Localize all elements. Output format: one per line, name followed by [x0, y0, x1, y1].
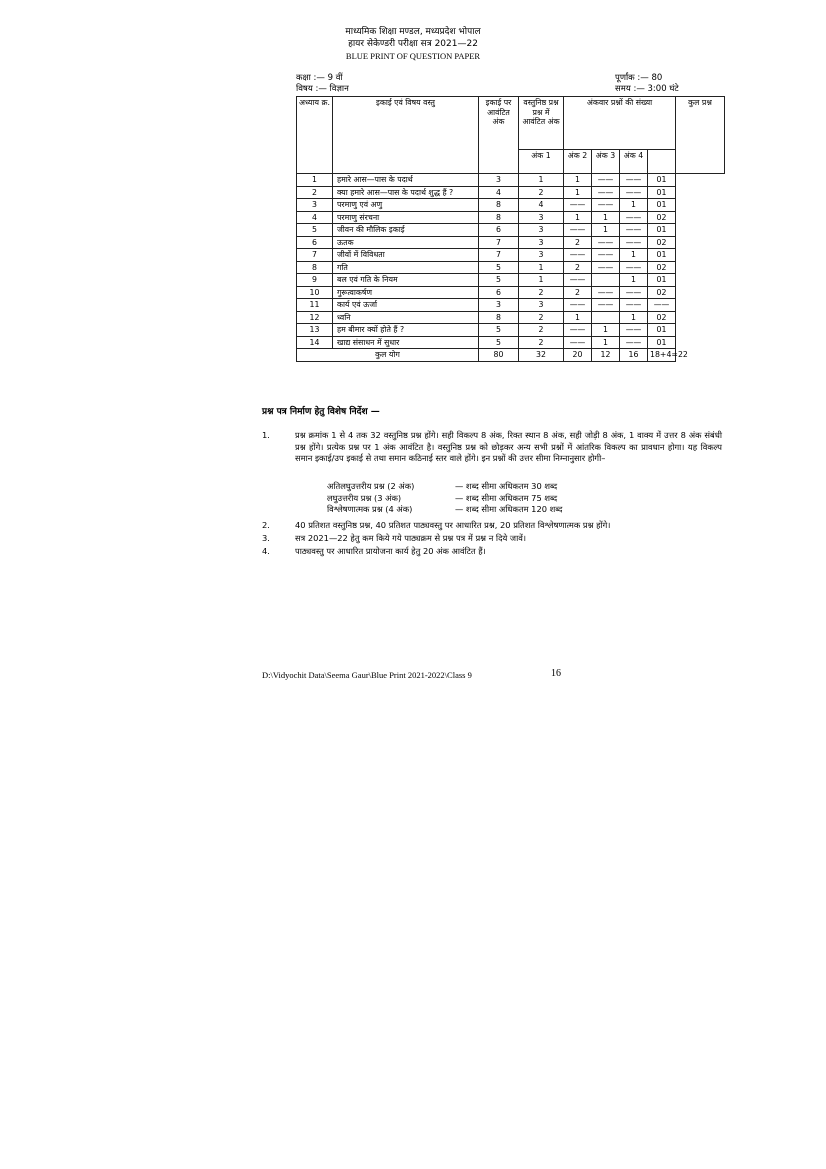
- mark-3-count: 1: [592, 336, 620, 349]
- total-mark-3: 12: [592, 349, 620, 362]
- table-row: [297, 249, 725, 262]
- mark-4-count: ——: [620, 261, 648, 274]
- mark-3-count: ——: [592, 199, 620, 212]
- table-row: [297, 174, 725, 187]
- mark-2-count: ——: [564, 224, 592, 237]
- unit-name: क्या हमारे आस—पास के पदार्थ शुद्ध हैं ?: [333, 186, 479, 199]
- unit-marks: 8: [479, 211, 519, 224]
- objective-marks: 3: [519, 236, 564, 249]
- instruction-text: सत्र 2021—22 हेतु कम किये गये पाठ्यक्रम से प्रश्न पत्र में प्रश्न न दिये जावें।: [295, 533, 526, 543]
- mark-3-count: ——: [592, 236, 620, 249]
- mark-2-count: ——: [564, 299, 592, 312]
- header-mark-4: अंक 4: [620, 150, 648, 174]
- chapter-no: 4: [297, 211, 333, 224]
- subject-label: विषय :— विज्ञान: [296, 84, 349, 94]
- unit-name: हम बीमार क्यों होते हैं ?: [333, 324, 479, 337]
- total-marks: 80: [479, 349, 519, 362]
- chapter-no: 12: [297, 311, 333, 324]
- mark-2-count: ——: [564, 274, 592, 287]
- mark-4-count: ——: [620, 324, 648, 337]
- chapter-no: 2: [297, 186, 333, 199]
- limit-row: [327, 504, 562, 516]
- unit-name: जीवों में विविधता: [333, 249, 479, 262]
- header-blank: [648, 150, 676, 174]
- table-body: [297, 174, 725, 349]
- chapter-no: 8: [297, 261, 333, 274]
- mark-2-count: ——: [564, 336, 592, 349]
- chapter-no: 13: [297, 324, 333, 337]
- header-count-group: अंकवार प्रश्नों की संख्या: [564, 97, 676, 150]
- objective-marks: 3: [519, 211, 564, 224]
- objective-marks: 2: [519, 336, 564, 349]
- total-questions: 01: [648, 199, 676, 212]
- total-mark-4: 16: [620, 349, 648, 362]
- header-mark-1: अंक 1: [519, 150, 564, 174]
- table-row: [297, 224, 725, 237]
- mark-2-count: 1: [564, 311, 592, 324]
- total-questions: 01: [648, 336, 676, 349]
- unit-name: ध्वनि: [333, 311, 479, 324]
- header-mark-3: अंक 3: [592, 150, 620, 174]
- header-objective: वस्तुनिष्ठ प्रश्न प्रश्न में आवंटित अंक: [519, 97, 564, 150]
- mark-4-count: 1: [620, 199, 648, 212]
- file-path-footer: D:\Vidyochit Data\Seema Gaur\Blue Print 2021-2022\Class 9: [262, 670, 472, 680]
- table-row: [297, 211, 725, 224]
- total-label: कुल योग: [297, 349, 479, 362]
- chapter-no: 3: [297, 199, 333, 212]
- mark-2-count: 1: [564, 186, 592, 199]
- unit-marks: 5: [479, 336, 519, 349]
- total-questions: 18+4=22: [648, 349, 676, 362]
- mark-3-count: 1: [592, 211, 620, 224]
- mark-4-count: ——: [620, 236, 648, 249]
- mark-3-count: 1: [592, 224, 620, 237]
- mark-4-count: 1: [620, 249, 648, 262]
- mark-2-count: ——: [564, 249, 592, 262]
- objective-marks: 2: [519, 324, 564, 337]
- chapter-no: 6: [297, 236, 333, 249]
- total-questions: 01: [648, 324, 676, 337]
- total-questions: 02: [648, 236, 676, 249]
- header-unit: इकाई एवं विषय वस्तु: [333, 97, 479, 174]
- objective-marks: 3: [519, 249, 564, 262]
- chapter-no: 7: [297, 249, 333, 262]
- objective-marks: 1: [519, 174, 564, 187]
- instruction-text: 40 प्रतिशत वस्तुनिष्ठ प्रश्न, 40 प्रतिशत पाठ्यवस्तु पर आधारित प्रश्न, 20 प्रतिशत विश्लेषणात्मक प्रश्न होंगे।: [295, 520, 611, 530]
- unit-marks: 5: [479, 324, 519, 337]
- total-mark-2: 20: [564, 349, 592, 362]
- mark-3-count: ——: [592, 174, 620, 187]
- document-title: BLUE PRINT OF QUESTION PAPER: [345, 51, 481, 61]
- unit-marks: 8: [479, 311, 519, 324]
- mark-3-count: ——: [592, 249, 620, 262]
- objective-marks: 2: [519, 286, 564, 299]
- unit-name: जीवन की मौलिक इकाई: [333, 224, 479, 237]
- objective-marks: 3: [519, 224, 564, 237]
- total-questions: 01: [648, 174, 676, 187]
- table-row: [297, 261, 725, 274]
- objective-marks: 1: [519, 274, 564, 287]
- table-row: [297, 286, 725, 299]
- total-questions: 02: [648, 211, 676, 224]
- mark-4-count: 1: [620, 311, 648, 324]
- page-number: 16: [551, 668, 561, 679]
- header-mark-2: अंक 2: [564, 150, 592, 174]
- unit-name: ऊतक: [333, 236, 479, 249]
- instruction-item: [262, 520, 722, 532]
- instruction-number: 2.: [262, 520, 270, 530]
- unit-name: हमारे आस—पास के पदार्थ: [333, 174, 479, 187]
- unit-marks: 5: [479, 274, 519, 287]
- header-unit-marks: इकाई पर आवंटित अंक: [479, 97, 519, 174]
- total-questions: 02: [648, 261, 676, 274]
- total-questions: 02: [648, 311, 676, 324]
- instruction-number: 3.: [262, 533, 270, 543]
- chapter-no: 9: [297, 274, 333, 287]
- total-objective: 32: [519, 349, 564, 362]
- limit-value: — शब्द सीमा अधिकतम 75 शब्द: [455, 492, 558, 503]
- mark-4-count: ——: [620, 336, 648, 349]
- blueprint-table: [296, 96, 725, 362]
- limit-type: विश्लेषणात्मक प्रश्न (4 अंक): [327, 504, 413, 515]
- time-label: समय :— 3:00 घंटे: [615, 84, 679, 94]
- unit-marks: 6: [479, 286, 519, 299]
- objective-marks: 3: [519, 299, 564, 312]
- mark-3-count: ——: [592, 186, 620, 199]
- unit-marks: 7: [479, 236, 519, 249]
- chapter-no: 14: [297, 336, 333, 349]
- limit-row: [327, 481, 562, 493]
- total-questions: 01: [648, 249, 676, 262]
- instruction-text: पाठ्यवस्तु पर आधारित प्रायोजना कार्य हेतु 20 अंक आवंटित हैं।: [295, 546, 486, 556]
- unit-marks: 8: [479, 199, 519, 212]
- unit-marks: 3: [479, 299, 519, 312]
- mark-2-count: 2: [564, 236, 592, 249]
- limit-value: — शब्द सीमा अधिकतम 30 शब्द: [455, 481, 558, 491]
- board-name: माध्यमिक शिक्षा मण्डल, मध्यप्रदेश भोपाल: [345, 27, 481, 37]
- instruction-text: प्रश्न क्रमांक 1 से 4 तक 32 वस्तुनिष्ठ प्रश्न होंगे। सही विकल्प 8 अंक, रिक्त स्थान 8 अंक, सही जोड़ी 8 अंक, 1 वाक्य में उत्तर 8 अंक संबंधी प्रश्न होंगे। प्रत्येक प्रश्न पर 1 अंक आवंटित है। वस्तुनिष्ठ प्रश्न को छोड़कर अन्य सभी प्रश्नों में आंतरिक विकल्प का प्रावधान होगा। यह विकल्प समान इकाई/उप इकाई से तथा समान कठिनाई स्तर वाले होंगे। इन प्रश्नों की उत्तर सीमा निम्नानुसार होगी–: [295, 430, 722, 464]
- total-questions: 01: [648, 186, 676, 199]
- table-row: [297, 299, 725, 312]
- unit-name: गति: [333, 261, 479, 274]
- total-marks-label: पूर्णांक :— 80: [615, 73, 663, 83]
- unit-name: खाद्य संसाधन में सुधार: [333, 336, 479, 349]
- chapter-no: 1: [297, 174, 333, 187]
- mark-2-count: ——: [564, 324, 592, 337]
- mark-3-count: [592, 274, 620, 287]
- unit-name: बल एवं गति के नियम: [333, 274, 479, 287]
- objective-marks: 1: [519, 261, 564, 274]
- exam-session: हायर सेकेण्डरी परीक्षा सत्र 2021—22: [348, 39, 478, 49]
- mark-4-count: ——: [620, 224, 648, 237]
- chapter-no: 5: [297, 224, 333, 237]
- instruction-number: 4.: [262, 546, 270, 556]
- limit-value: — शब्द सीमा अधिकतम 120 शब्द: [455, 504, 563, 515]
- unit-name: परमाणु एवं अणु: [333, 199, 479, 212]
- total-questions: 01: [648, 224, 676, 237]
- mark-2-count: 1: [564, 174, 592, 187]
- table-total-row: [297, 349, 725, 362]
- instruction-number: 1.: [262, 430, 270, 440]
- mark-2-count: ——: [564, 199, 592, 212]
- mark-4-count: ——: [620, 299, 648, 312]
- mark-2-count: 2: [564, 261, 592, 274]
- table-row: [297, 311, 725, 324]
- unit-name: कार्य एवं ऊर्जा: [333, 299, 479, 312]
- header-total-questions: कुल प्रश्न: [676, 97, 725, 174]
- unit-marks: 6: [479, 224, 519, 237]
- instruction-item: [262, 546, 722, 558]
- table-row: [297, 186, 725, 199]
- mark-2-count: 2: [564, 286, 592, 299]
- mark-3-count: [592, 311, 620, 324]
- objective-marks: 2: [519, 311, 564, 324]
- total-questions: 02: [648, 286, 676, 299]
- chapter-no: 10: [297, 286, 333, 299]
- header-chapter-no: अध्याय क्र.: [297, 97, 333, 174]
- table-row: [297, 199, 725, 212]
- mark-4-count: ——: [620, 286, 648, 299]
- instructions-title: प्रश्न पत्र निर्माण हेतु विशेष निर्देश —: [262, 407, 380, 417]
- table-row: [297, 236, 725, 249]
- unit-marks: 7: [479, 249, 519, 262]
- word-limits: [327, 481, 562, 516]
- objective-marks: 4: [519, 199, 564, 212]
- class-label: कक्षा :— 9 वीं: [296, 73, 343, 83]
- instruction-item: [262, 430, 722, 465]
- table-row: [297, 274, 725, 287]
- mark-3-count: ——: [592, 261, 620, 274]
- chapter-no: 11: [297, 299, 333, 312]
- mark-3-count: ——: [592, 299, 620, 312]
- mark-4-count: ——: [620, 174, 648, 187]
- unit-marks: 5: [479, 261, 519, 274]
- total-questions: ——: [648, 299, 676, 312]
- mark-4-count: 1: [620, 274, 648, 287]
- mark-4-count: ——: [620, 186, 648, 199]
- mark-3-count: ——: [592, 286, 620, 299]
- objective-marks: 2: [519, 186, 564, 199]
- instruction-item: [262, 533, 722, 545]
- mark-4-count: ——: [620, 211, 648, 224]
- limit-type: लघुउत्तरीय प्रश्न (3 अंक): [327, 492, 402, 503]
- limit-type: अतिलघुउत्तरीय प्रश्न (2 अंक): [327, 481, 415, 491]
- mark-2-count: 1: [564, 211, 592, 224]
- table-row: [297, 324, 725, 337]
- unit-marks: 4: [479, 186, 519, 199]
- unit-name: गुरूत्वाकर्षण: [333, 286, 479, 299]
- mark-3-count: 1: [592, 324, 620, 337]
- unit-marks: 3: [479, 174, 519, 187]
- unit-name: परमाणु संरचना: [333, 211, 479, 224]
- table-row: [297, 336, 725, 349]
- limit-row: [327, 493, 562, 505]
- total-questions: 01: [648, 274, 676, 287]
